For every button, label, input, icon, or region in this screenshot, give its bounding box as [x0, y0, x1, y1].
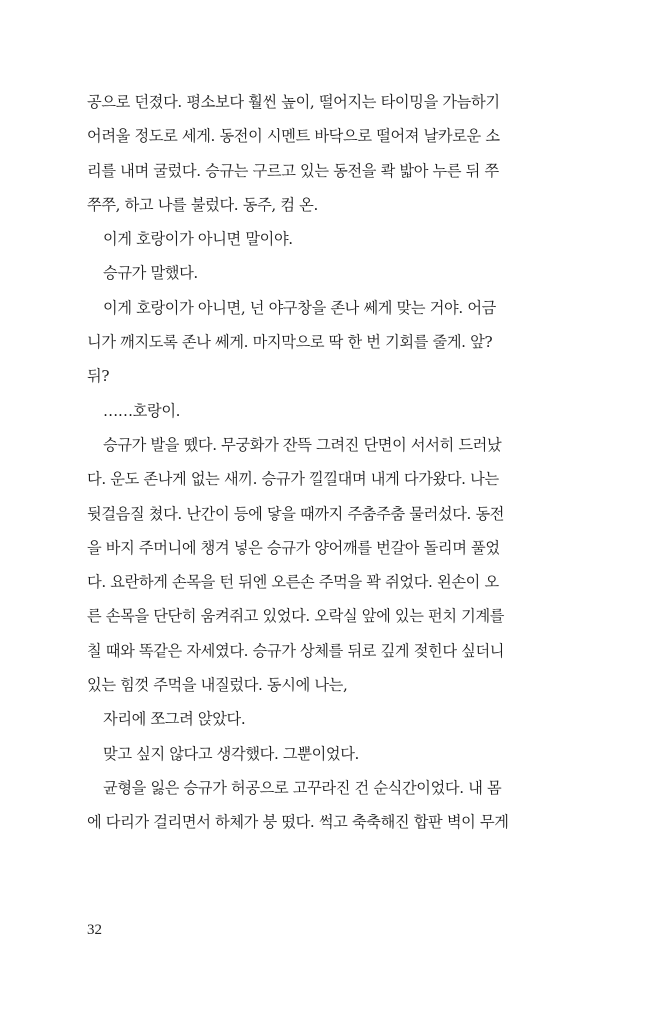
text-line: 을 바지 주머니에 챙겨 넣은 승규가 양어깨를 번갈아 돌리며 풀었 — [87, 538, 500, 557]
text-line: 어려울 정도로 세게. 동전이 시멘트 바닥으로 떨어져 날카로운 소 — [87, 127, 500, 146]
text-line: 맞고 싶지 않다고 생각했다. 그뿐이었다. — [103, 744, 360, 763]
text-line: 이게 호랑이가 아니면, 넌 야구창을 존나 쎄게 맞는 거야. 어금 — [103, 298, 496, 317]
text-line: 승규가 발을 뗐다. 무궁화가 잔뜩 그려진 단면이 서서히 드러났 — [103, 435, 502, 454]
text-line: 이게 호랑이가 아니면 말이야. — [103, 230, 293, 249]
text-line: ……호랑이. — [103, 401, 181, 420]
text-line: 뒤? — [87, 367, 110, 386]
text-line: 쭈쭈, 하고 나를 불렀다. 동주, 컴 온. — [87, 195, 318, 214]
text-line: 니가 깨지도록 존나 쎄게. 마지막으로 딱 한 번 기회를 줄게. 앞? — [87, 333, 493, 352]
text-line: 다. 요란하게 손목을 턴 뒤엔 오른손 주먹을 꽉 쥐었다. 왼손이 오 — [87, 573, 499, 592]
text-line: 른 손목을 단단히 움켜쥐고 있었다. 오락실 앞에 있는 펀치 기계를 — [87, 607, 505, 626]
text-line: 뒷걸음질 쳤다. 난간이 등에 닿을 때까지 주춤주춤 물러섰다. 동전 — [87, 504, 505, 523]
text-line: 칠 때와 똑같은 자세였다. 승규가 상체를 뒤로 깊게 젖힌다 싶더니 — [87, 641, 505, 660]
text-line: 균형을 잃은 승규가 허공으로 고꾸라진 건 순식간이었다. 내 몸 — [103, 778, 502, 797]
text-line: 승규가 말했다. — [103, 264, 198, 283]
body-text — [87, 85, 529, 840]
page-number: 32 — [87, 922, 102, 938]
text-line: 있는 힘껏 주먹을 내질렀다. 동시에 나는, — [87, 676, 348, 695]
text-line: 다. 운도 존나게 없는 새끼. 승규가 낄낄대며 내게 다가왔다. 나는 — [87, 470, 499, 489]
text-line: 자리에 쪼그려 앉았다. — [103, 710, 246, 729]
text-line: 에 다리가 걸리면서 하체가 붕 떴다. 썩고 축축해진 합판 벽이 무게 — [87, 813, 509, 832]
text-line: 공으로 던졌다. 평소보다 훨씬 높이, 떨어지는 타이밍을 가늠하기 — [87, 93, 500, 111]
text-line: 리를 내며 굴렀다. 승규는 구르고 있는 동전을 콱 밟아 누른 뒤 쭈 — [87, 161, 499, 180]
